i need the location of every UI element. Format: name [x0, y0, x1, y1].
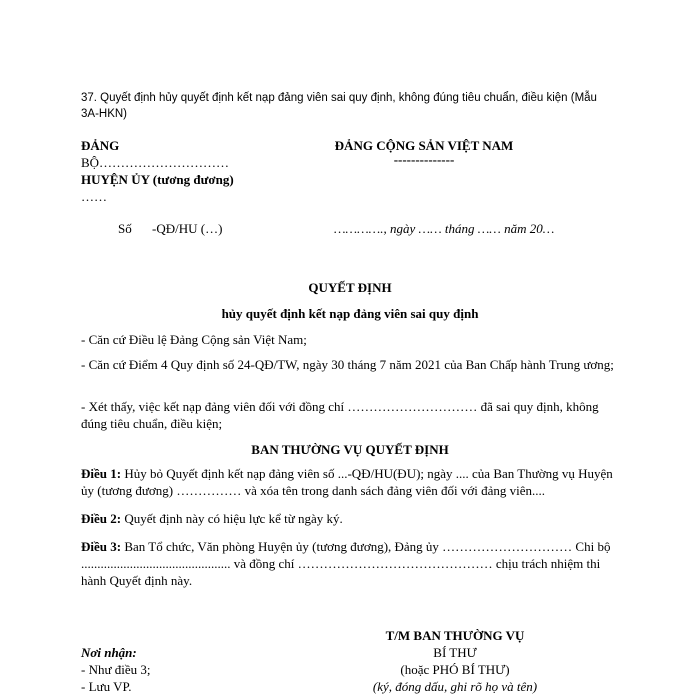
- signature-alt-title: (hoặc PHÓ BÍ THƯ): [400, 662, 510, 677]
- basis-charter: - Căn cứ Điều lệ Đảng Cộng sản Việt Nam;: [81, 332, 307, 347]
- signature-title: BÍ THƯ: [433, 645, 477, 660]
- left-header-district: HUYỆN ỦY (tương đương): [81, 172, 234, 187]
- party-name: ĐẢNG CỘNG SẢN VIỆT NAM: [334, 138, 514, 153]
- signature-on-behalf: T/M BAN THƯỜNG VỤ: [385, 628, 525, 643]
- article-3: [81, 538, 621, 589]
- article-1-label: Điều 1:: [81, 466, 122, 481]
- signature-note: (ký, đóng dấu, ghi rõ họ và tên): [372, 679, 538, 694]
- article-3-label: Điều 3:: [81, 539, 122, 554]
- form-title-line-1: 37. Quyết định hủy quyết định kết nạp đảng viên sai quy định, không đúng tiêu chuẩn, điều kiện (Mẫu: [81, 92, 597, 104]
- left-header-committee: BỘ…………………………: [81, 155, 230, 170]
- header-separator: --------------: [393, 152, 455, 167]
- left-header-dots: ……: [81, 189, 107, 204]
- form-title-line-2: 3A-HKN): [81, 108, 128, 120]
- article-2: [81, 510, 621, 527]
- decision-number-code: -QĐ/HU (…): [152, 221, 223, 236]
- recipient-item: - Lưu VP.: [81, 679, 132, 694]
- article-3-text: Ban Tổ chức, Văn phòng Huyện ủy (tương đương), Đảng ủy ………………………… Chi bộ .............................................. và đồng chí ……………………………………… chịu trách nhiệm thi hành Quyết định này.: [81, 539, 611, 588]
- decision-subtitle: hủy quyết định kết nạp đảng viên sai quy định: [221, 306, 479, 321]
- decision-title: QUYẾT ĐỊNH: [308, 280, 392, 295]
- basis-regulation: - Căn cứ Điểm 4 Quy định số 24-QĐ/TW, ngày 30 tháng 7 năm 2021 của Ban Chấp hành Trung ương;: [81, 357, 614, 372]
- board-decides-heading: BAN THƯỜNG VỤ QUYẾT ĐỊNH: [251, 442, 449, 457]
- basis-consideration: - Xét thấy, việc kết nạp đảng viên đối với đồng chí ………………………… đã sai quy định, không đúng tiêu chuẩn, điều kiện;: [81, 399, 599, 431]
- left-header-party: ĐẢNG: [81, 138, 120, 153]
- article-1-text: Hủy bỏ Quyết định kết nạp đảng viên số ...-QĐ/HU(ĐU); ngày .... của Ban Thường vụ Huyện ủy (tương đương) …………… và xóa tên trong danh sách đảng viên đối với đảng viên....: [81, 466, 613, 498]
- recipient-item: - Như điều 3;: [81, 662, 151, 677]
- date-line: …………., ngày …… tháng …… năm 20…: [334, 221, 555, 236]
- recipients-heading: Nơi nhận:: [81, 645, 137, 660]
- decision-number-prefix: Số: [118, 221, 132, 236]
- article-2-text: Quyết định này có hiệu lực kể từ ngày ký.: [121, 511, 343, 526]
- article-2-label: Điều 2:: [81, 511, 122, 526]
- article-1: [81, 465, 621, 499]
